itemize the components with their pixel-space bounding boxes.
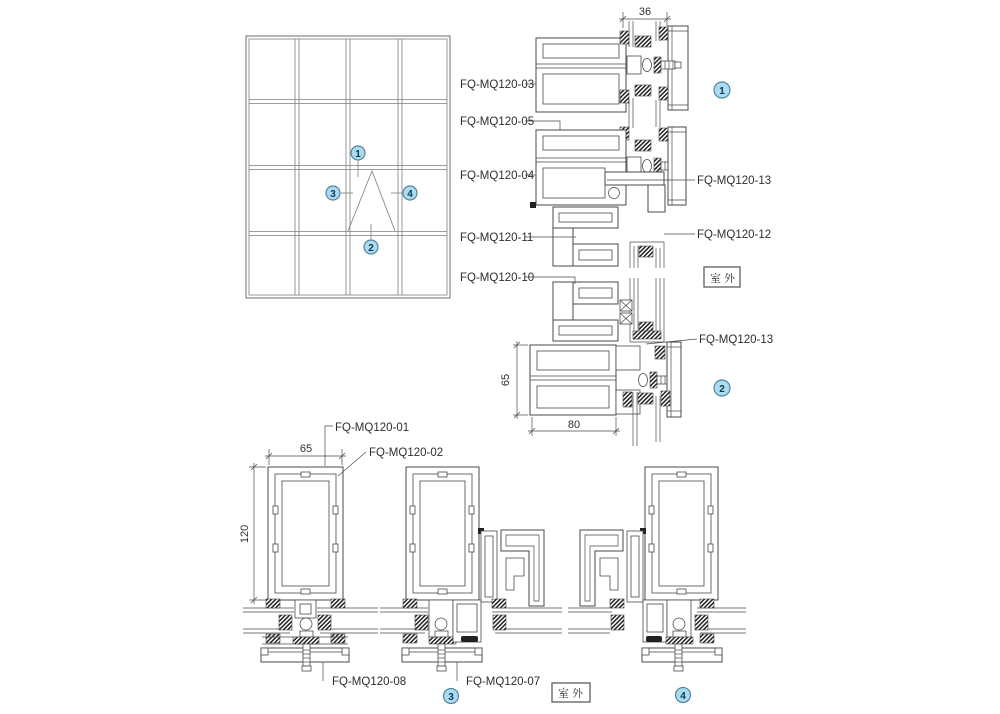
- elevation-callout-2-number: 2: [368, 242, 374, 254]
- dimension-transom-depth: [528, 417, 620, 436]
- detail-marker-3-number: 3: [448, 692, 454, 703]
- label-mq120-01: FQ-MQ120-01: [335, 422, 410, 434]
- dimension-transom-height: [500, 341, 528, 419]
- dimension-mullion-width: [265, 443, 346, 465]
- label-mq120-10: FQ-MQ120-10: [460, 272, 535, 284]
- outdoor-label-bottom: [552, 683, 590, 702]
- bolt-head: [300, 618, 312, 630]
- elevation-callout-4-number: 4: [407, 188, 413, 200]
- vertical-section-detail-1: [536, 6, 688, 128]
- glass-spacer: [635, 36, 651, 47]
- adapter-profile: [616, 346, 640, 370]
- elevation-callout-1: [351, 146, 365, 160]
- gasket: [620, 31, 629, 44]
- bolt-head: [639, 374, 648, 387]
- detail-marker-2: [714, 380, 730, 396]
- elevation-callout-4: [403, 186, 417, 200]
- label-mq120-02: FQ-MQ120-02: [369, 447, 444, 459]
- sash-profile-10: [553, 282, 618, 341]
- detail-marker-1-number: 1: [719, 86, 725, 97]
- cover-cap: [668, 127, 686, 205]
- bolt-head: [643, 59, 652, 72]
- bolt-head: [435, 618, 447, 630]
- bolt-head: [643, 160, 652, 173]
- dim-65-horizontal: 65: [299, 443, 313, 455]
- detail-marker-2-number: 2: [719, 384, 725, 395]
- detail-marker-1: [714, 82, 730, 98]
- outdoor-label-top-text: 室外: [710, 273, 738, 285]
- detail-marker-4-number: 4: [680, 691, 686, 702]
- dim-80: 80: [567, 419, 581, 431]
- detail-marker-4: [676, 688, 691, 703]
- dim-65-vertical: 65: [500, 373, 512, 387]
- dimension-glazing-width: [619, 6, 671, 28]
- label-mq120-05: FQ-MQ120-05: [460, 116, 535, 128]
- label-mq120-12: FQ-MQ120-12: [697, 229, 772, 241]
- label-mq120-11: FQ-MQ120-11: [460, 232, 534, 244]
- bolt-head: [673, 618, 685, 630]
- horizontal-section-detail-b: [380, 467, 562, 671]
- sash-profile-11: [553, 207, 618, 266]
- outdoor-label-top: [704, 267, 740, 287]
- elevation-callout-1-number: 1: [355, 148, 361, 160]
- dimension-mullion-depth: [239, 463, 266, 604]
- elevation-callout-3-number: 3: [330, 188, 336, 200]
- horizontal-section-detail-a: [243, 467, 378, 671]
- horizontal-section-detail-c: [568, 467, 746, 671]
- label-mq120-13-top: FQ-MQ120-13: [697, 175, 772, 187]
- label-mq120-04: FQ-MQ120-04: [460, 170, 535, 182]
- dim-120: 120: [239, 524, 251, 544]
- label-mq120-07: FQ-MQ120-07: [466, 676, 541, 688]
- label-mq120-13-bottom: FQ-MQ120-13: [699, 334, 774, 346]
- label-mq120-08: FQ-MQ120-08: [332, 676, 407, 688]
- gasket: [659, 27, 668, 40]
- vent-symbol: [348, 171, 395, 231]
- elevation-callout-3: [326, 186, 340, 200]
- elevation-grid: [246, 36, 450, 298]
- detail-marker-3: [444, 689, 459, 704]
- dim-36: 36: [638, 6, 652, 18]
- elevation-callout-2: [364, 240, 378, 254]
- outdoor-label-bottom-text: 室外: [558, 688, 586, 700]
- label-mq120-03: FQ-MQ120-03: [460, 79, 535, 91]
- adapter-profile: [605, 172, 664, 185]
